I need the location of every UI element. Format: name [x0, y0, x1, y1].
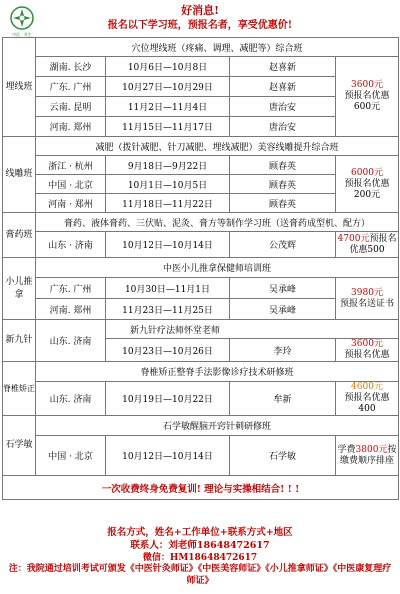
- session-teacher: 唐治安: [230, 117, 336, 137]
- headline-good-news: 好消息!: [181, 4, 219, 17]
- price-note: 按: [387, 444, 397, 455]
- session-location: 山东. 济南: [36, 320, 106, 362]
- contact-person: 联系人：刘老师18648472617: [130, 540, 270, 551]
- session-dates: 10月1日—10月5日: [106, 175, 230, 194]
- course-title: 膏药、液体膏药、三伏贴、泥灸、膏方等制作学习班（送膏药成型机、配方）: [36, 213, 399, 232]
- category-label: 埋线班: [3, 38, 36, 137]
- session-dates: 9月18日—9月22日: [106, 156, 230, 175]
- session-dates: 10月30日—11月1日: [106, 278, 230, 299]
- price-amount: 3800元: [355, 444, 388, 455]
- price-cell: [336, 278, 399, 320]
- price-note: 优惠500: [349, 244, 385, 255]
- category-label: 小儿推拿: [3, 258, 36, 320]
- price-note: 预报名优惠: [344, 91, 390, 101]
- price-note: 缴费顺序排座: [340, 455, 395, 466]
- price-cell: [336, 232, 399, 258]
- session-teacher: 顾春英: [230, 175, 336, 194]
- certificate-note: 注：我院通过培训考试可颁发《中医针灸师证》《中医美容师证》《小儿推拿师证》《中医康复理疗师证》: [8, 564, 392, 586]
- session-dates: 10月12日—10月14日: [106, 232, 230, 258]
- price-cell: [336, 57, 399, 137]
- price-note: 学费: [337, 444, 356, 455]
- price-amount: 3600元: [351, 80, 383, 90]
- session-dates: 10月12日—10月14日: [106, 436, 230, 476]
- price-note: 600元: [353, 102, 381, 112]
- session-teacher: 唐治安: [230, 97, 336, 117]
- price-note: 预报名优惠: [344, 178, 390, 189]
- course-title: 穴位埋线班（疼痛、调理、减肥等）综合班: [36, 38, 399, 57]
- price-amount: 4600元: [351, 382, 383, 392]
- svg-text:中医 · 养生: 中医 · 养生: [12, 32, 32, 37]
- price-note: 预报名优惠: [344, 350, 390, 360]
- session-dates: 10月27日—10月29日: [106, 77, 230, 97]
- session-teacher: 石学敏: [230, 436, 336, 476]
- category-label: 线雕班: [3, 137, 36, 213]
- session-dates: 10月19日—10月22日: [106, 382, 230, 416]
- price-note: 预报名优惠400: [344, 393, 390, 414]
- price-cell: [336, 436, 399, 476]
- price-cell: [336, 339, 399, 362]
- category-label: 石学敏: [3, 416, 36, 476]
- signup-method: 报名方式，姓名+工作单位+联系方式+地区: [107, 527, 293, 538]
- session-teacher: 公茂辉: [230, 232, 336, 258]
- session-dates: 10月6日—10月8日: [106, 57, 230, 77]
- price-note: 200元: [353, 189, 381, 200]
- price-amount: 4700元: [337, 233, 370, 244]
- session-teacher: 牟新: [230, 382, 336, 416]
- session-location: 中国 · 北京: [36, 175, 106, 194]
- course-title: 中医小儿推拿保健师培训班: [36, 258, 399, 278]
- price-amount: 6000元: [351, 167, 383, 178]
- session-dates: 11月23日—11月25日: [106, 299, 230, 320]
- session-teacher: 赵喜新: [230, 77, 336, 97]
- price-note: 预报名送证书: [340, 298, 395, 309]
- session-location: 湖南. 长沙: [36, 57, 106, 77]
- session-teacher: 吴承峰: [230, 299, 336, 320]
- course-title: 减肥（拨针减肥、针刀减肥、埋线减肥）美容线雕提升综合班: [36, 137, 399, 156]
- category-label: 膏药班: [3, 213, 36, 258]
- price-cell: [336, 382, 399, 416]
- session-location: 广东. 广州: [36, 77, 106, 97]
- session-teacher: 顾春英: [230, 156, 336, 175]
- session-dates: 11月18日—11月22日: [106, 194, 230, 213]
- schedule-table: [2, 37, 399, 500]
- session-teacher: 李玲: [230, 339, 336, 362]
- session-location: 山东 · 济南: [36, 232, 106, 258]
- session-location: 中国 · 北京: [36, 436, 106, 476]
- session-location: 山东. 济南: [36, 382, 106, 416]
- session-dates: 11月2日—11月4日: [106, 97, 230, 117]
- promo-banner: 一次收费终身免费复训! 理论与实操相结合! ! !: [3, 476, 399, 500]
- category-label: 新九针: [3, 320, 36, 362]
- headline-offer: 报名以下学习班，预报名者，享受优惠价!: [107, 20, 293, 31]
- price-amount: 3980元: [351, 287, 383, 298]
- session-location: 浙江 · 杭州: [36, 156, 106, 175]
- session-location: 云南. 昆明: [36, 97, 106, 117]
- session-teacher: 吴承峰: [230, 278, 336, 299]
- session-teacher: 顾春英: [230, 194, 336, 213]
- wechat-id: 微信：HM18648472617: [142, 553, 258, 563]
- price-amount: 3600元: [351, 339, 383, 349]
- price-note: 预报名: [369, 233, 397, 244]
- session-dates: 10月23日—10月26日: [106, 339, 230, 362]
- session-location: 河南 · 郑州: [36, 194, 106, 213]
- price-cell: [336, 156, 399, 213]
- course-title: 脊椎矫正整脊手法影像诊疗技术研修班: [36, 362, 399, 382]
- session-teacher: 赵喜新: [230, 57, 336, 77]
- course-title: 石学敏醒脑开窍针刺研修班: [36, 416, 399, 436]
- course-title: 新九针疗法师怀堂老师: [106, 320, 399, 339]
- session-location: 广东. 广州: [36, 278, 106, 299]
- session-dates: 11月15日—11月17日: [106, 117, 230, 137]
- category-label: 脊椎矫正: [3, 362, 36, 416]
- session-location: 河南. 郑州: [36, 299, 106, 320]
- session-location: 河南. 郑州: [36, 117, 106, 137]
